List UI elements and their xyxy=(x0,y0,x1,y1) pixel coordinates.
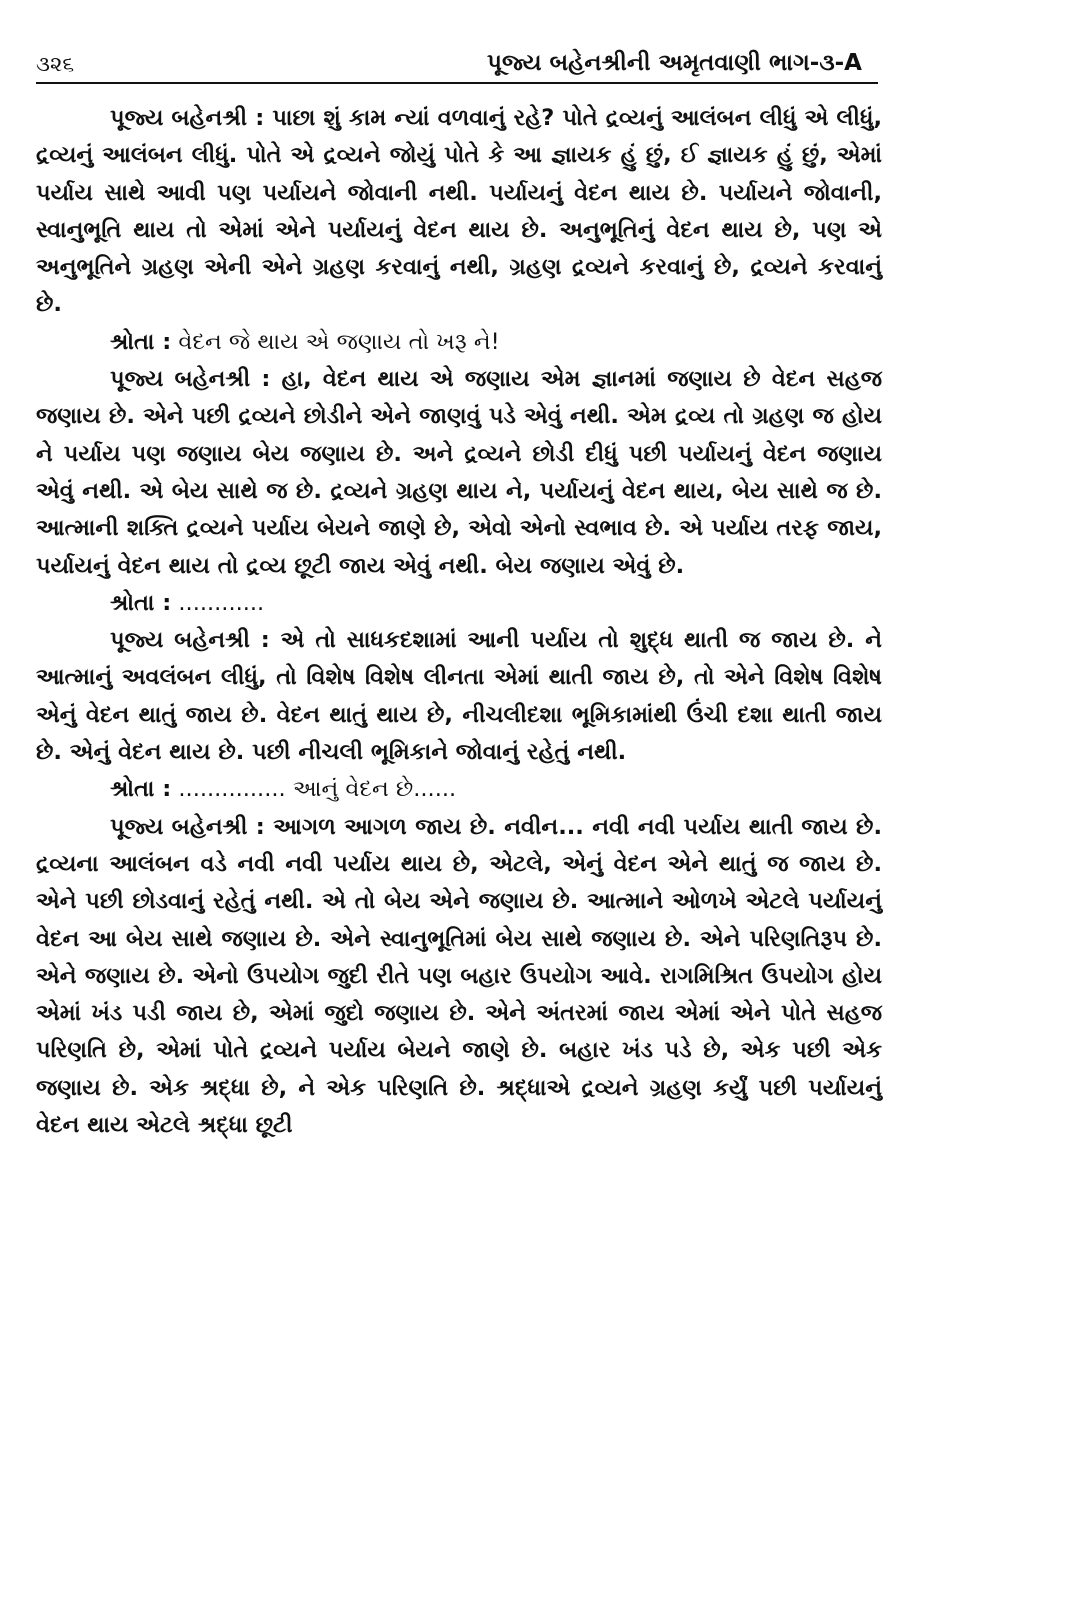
paragraph xyxy=(36,361,882,585)
paragraph xyxy=(36,324,882,361)
page-header xyxy=(36,44,862,84)
paragraph-text: ............... આનું વેદન છે...... xyxy=(171,776,457,803)
speaker-label: પૂજ્ય બહેનશ્રી : xyxy=(110,813,265,840)
paragraph-text: આગળ આગળ જાય છે. નવીન... નવી નવી પર્યાય થાતી જાય છે. દ્રવ્યના આલંબન વડે નવી નવી પર્યાય થાય છે, એટલે, એનું વેદન એને થાતું જ જાય છે. એને પછી છોડવાનું રહેતું નથી. એ તો બેય એને જણાય છે. આત્માને ઓળખે એટલે પર્યાયનું વેદન આ બેય સાથે જણાય છે. એને સ્વાનુભૂતિમાં બેય સાથે જણાય છે. એને પરિણતિરૂપ છે. એને જણાય છે. એનો ઉપયોગ જુદી રીતે પણ બહાર ઉપયોગ આવે. રાગમિશ્રિત ઉપયોગ હોય એમાં ખંડ પડી જાય છે, એમાં જુદો જણાય છે. એને અંતરમાં જાય એમાં એને પોતે સહજ પરિણતિ છે, એમાં પોતે દ્રવ્યને પર્યાય બેયને જાણે છે. બહાર ખંડ પડે છે, એક પછી એક જણાય છે. એક શ્રદ્ધા છે, ને એક પરિણતિ છે. શ્રદ્ધાએ દ્રવ્યને ગ્રહણ કર્યું પછી પર્યાયનું વેદન થાય એટલે શ્રદ્ધા છૂટી xyxy=(36,813,882,1139)
speaker-label: પૂજ્ય બહેનશ્રી : xyxy=(110,366,271,393)
paragraph xyxy=(36,100,882,324)
paragraph-text: વેદન જે થાય એ જણાય તો ખરૂ ને! xyxy=(171,328,500,355)
paragraph-text: એ તો સાધકદશામાં આની પર્યાય તો શુદ્ધ થાતી જ જાય છે. ને આત્માનું અવલંબન લીધું, તો વિશેષ વિશેષ લીનતા એમાં થાતી જાય છે, તો એને વિશેષ વિશેષ એનું વેદન થાતું જાય છે. વેદન થાતું થાય છે, નીચલીદશા ભૂમિકામાંથી ઉંચી દશા થાતી જાય છે. એનું વેદન થાય છે. પછી નીચલી ભૂમિકાને જોવાનું રહેતું નથી. xyxy=(36,627,882,766)
speaker-label: શ્રોતા : xyxy=(110,776,172,803)
page-number: ૩૨૬ xyxy=(36,52,75,76)
paragraph-text: ............ xyxy=(171,589,265,616)
paragraph xyxy=(36,809,882,1145)
paragraph xyxy=(36,622,882,771)
paragraph xyxy=(36,585,882,622)
speaker-label: પૂજ્ય બહેનશ્રી : xyxy=(110,627,270,654)
paragraph-text: હા, વેદન થાય એ જણાય એમ જ્ઞાનમાં જણાય છે વેદન સહજ જણાય છે. એને પછી દ્રવ્યને છોડીને એને જાણવું પડે એવું નથી. એમ દ્રવ્ય તો ગ્રહણ જ હોય ને પર્યાય પણ જણાય બેય જણાય છે. અને દ્રવ્યને છોડી દીધું પછી પર્યાયનું વેદન જણાય એવું નથી. એ બેય સાથે જ છે. દ્રવ્યને ગ્રહણ થાય ને, પર્યાયનું વેદન થાય, બેય સાથે જ છે. આત્માની શક્તિ દ્રવ્યને પર્યાય બેયને જાણે છે, એવો એનો સ્વભાવ છે. એ પર્યાય તરફ જાય, પર્યાયનું વેદન થાય તો દ્રવ્ય છૂટી જાય એવું નથી. બેય જણાય એવું છે. xyxy=(36,366,882,579)
speaker-label: શ્રોતા : xyxy=(110,589,172,616)
paragraph-text: પાછા શું કામ ન્યાં વળવાનું રહે? પોતે દ્રવ્યનું આલંબન લીધું એ લીધું, દ્રવ્યનું આલંબન લીધું. પોતે એ દ્રવ્યને જોયું પોતે કે આ જ્ઞાયક હું છું, ઈ જ્ઞાયક હું છું, એમાં પર્યાય સાથે આવી પણ પર્યાયને જોવાની નથી. પર્યાયનું વેદન થાય છે. પર્યાયને જોવાની, સ્વાનુભૂતિ થાય તો એમાં એને પર્યાયનું વેદન થાય છે. અનુભૂતિનું વેદન થાય છે, પણ એ અનુભૂતિને ગ્રહણ એની એને ગ્રહણ કરવાનું નથી, ગ્રહણ દ્રવ્યને કરવાનું છે, દ્રવ્યને કરવાનું છે. xyxy=(36,105,882,318)
speaker-label: પૂજ્ય બહેનશ્રી : xyxy=(110,105,265,131)
page-body xyxy=(36,100,882,1144)
header-rule xyxy=(36,82,878,84)
speaker-label: શ્રોતા : xyxy=(110,328,172,355)
paragraph xyxy=(36,771,882,808)
running-title: પૂજ્ય બહેનશ્રીની અમૃતવાણી ભાગ-૩-A xyxy=(487,50,862,76)
